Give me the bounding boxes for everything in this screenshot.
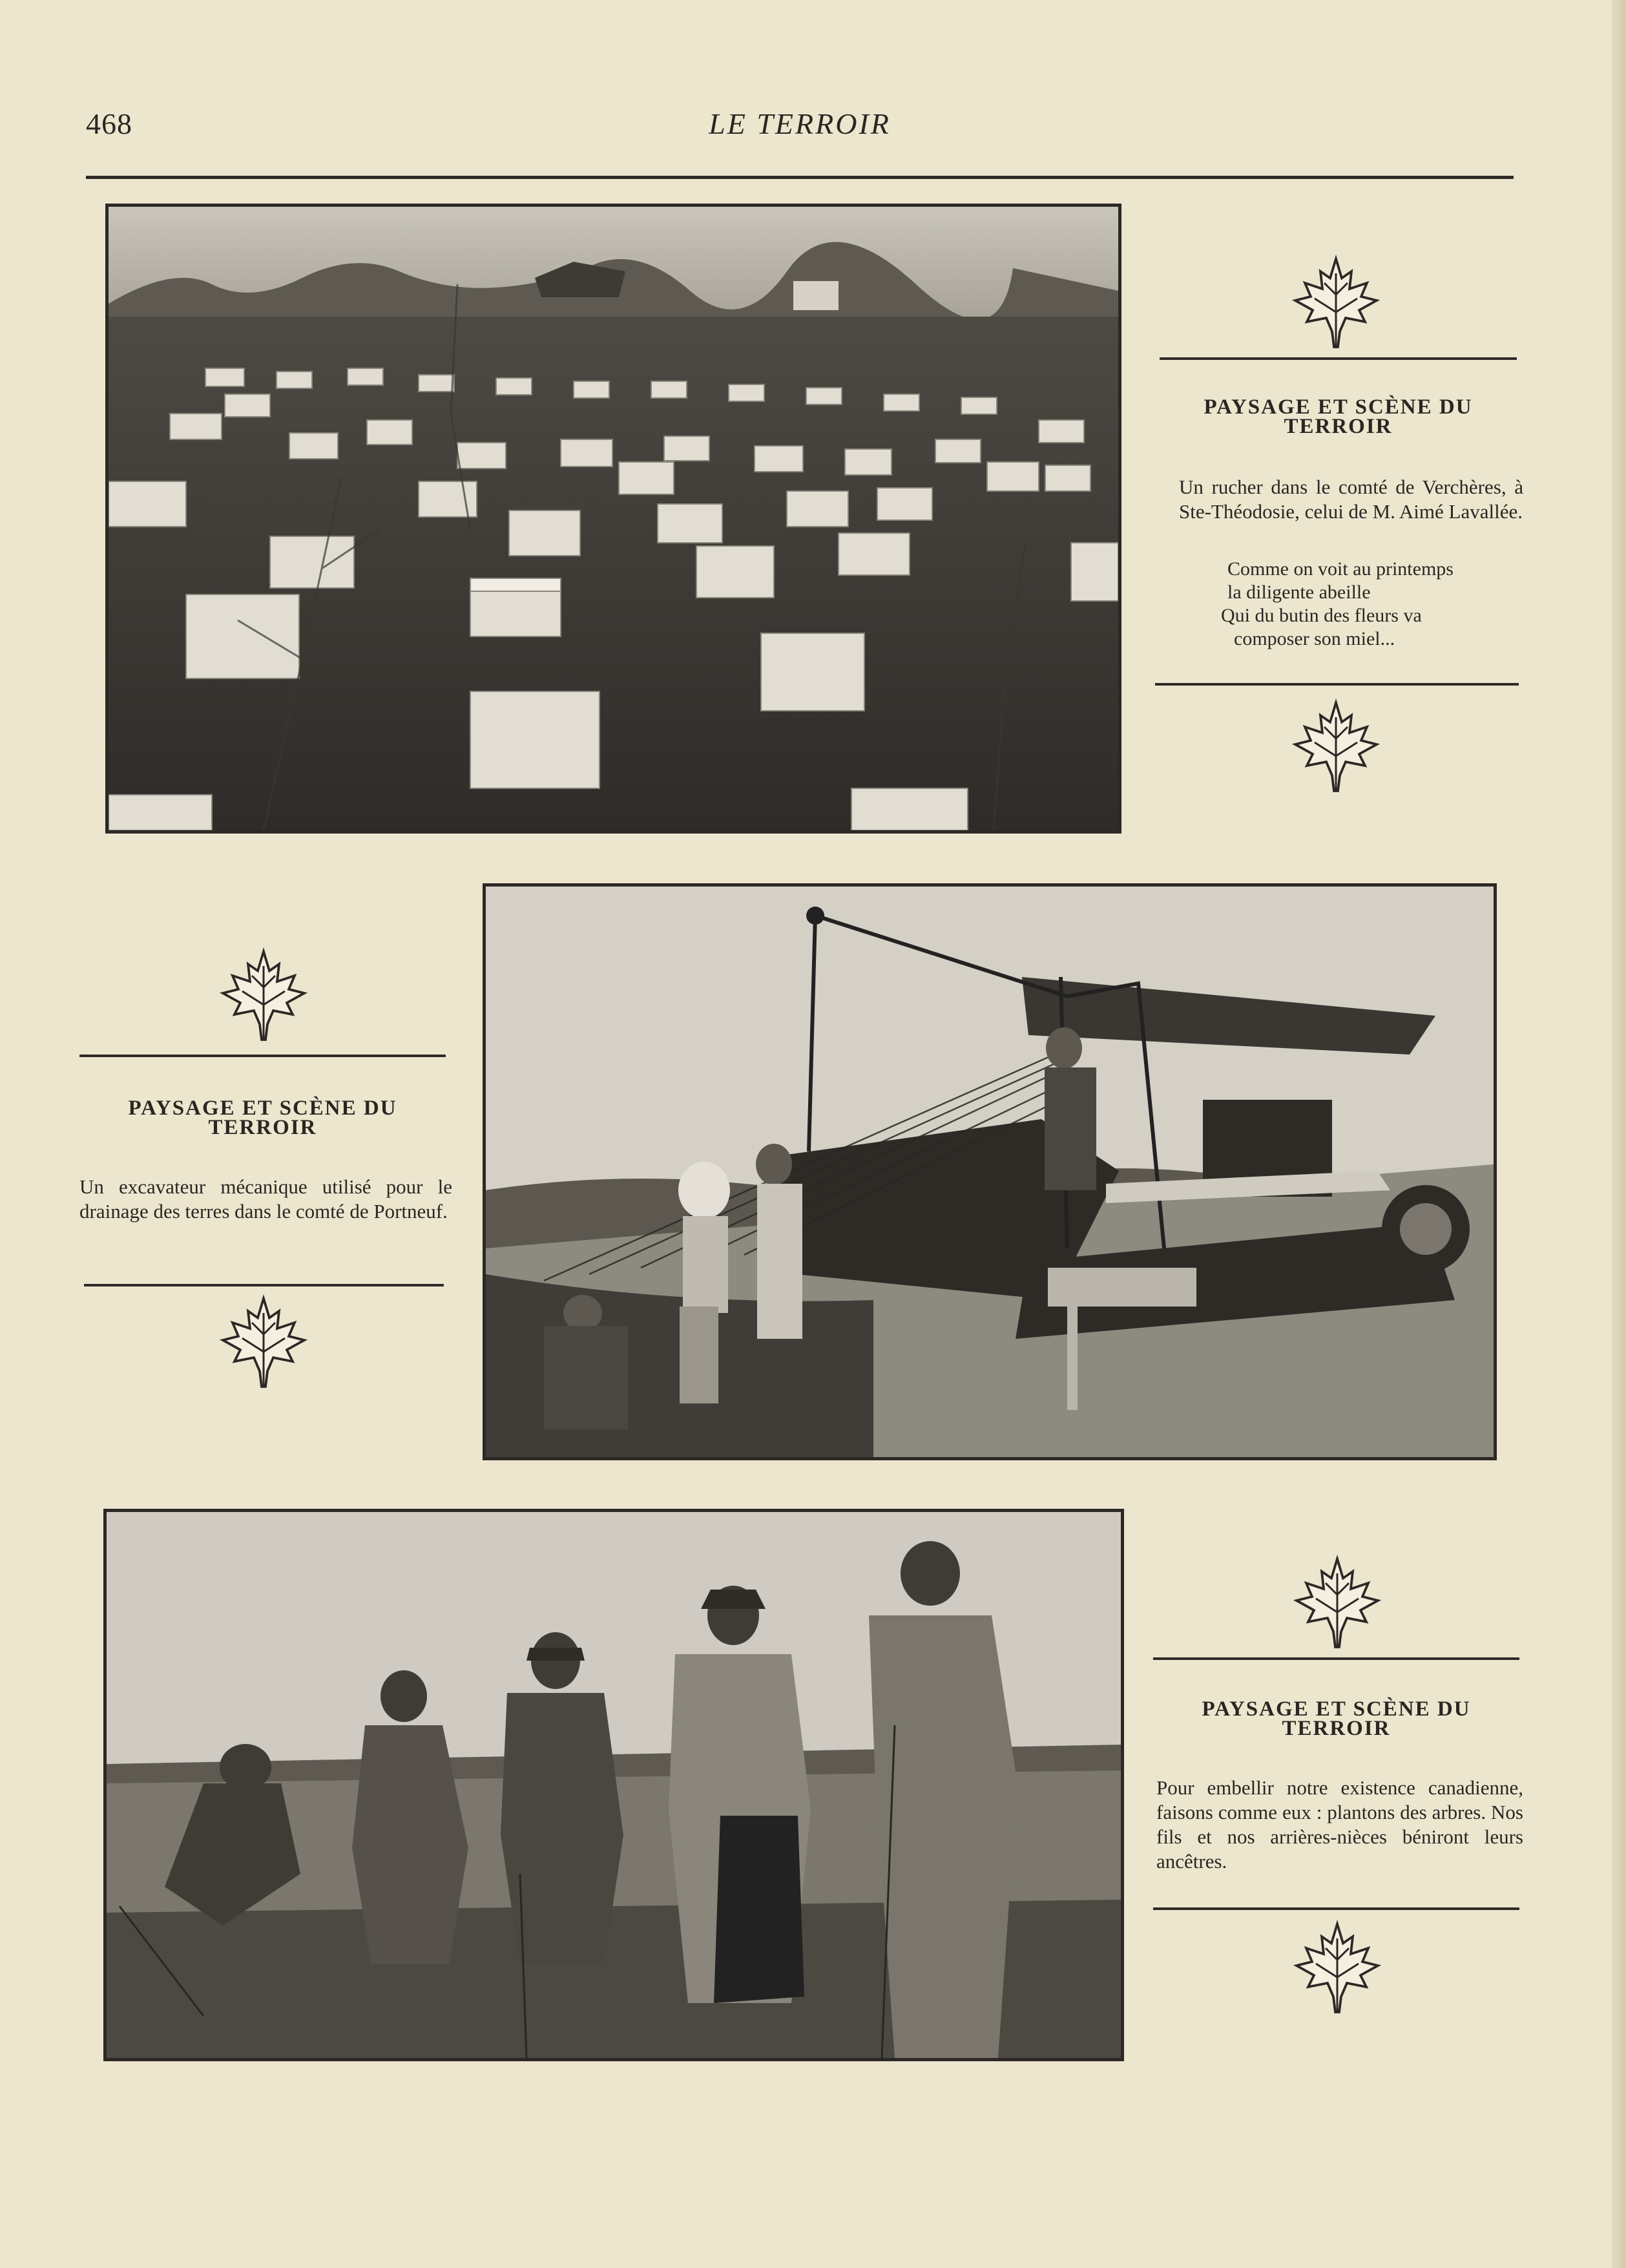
caption-title	[1153, 1699, 1519, 1738]
header-rule	[86, 176, 1514, 179]
caption-title-line: TERROIR	[1284, 415, 1393, 438]
caption-rule-top	[1160, 357, 1517, 360]
caption-title-line: TERROIR	[208, 1116, 317, 1139]
maple-leaf-icon	[1289, 1919, 1386, 2016]
caption-text: Pour embellir notre existence canadienne, faisons comme eux : plantons des arbres. Nos fils et nos arrières-nièces béniront leurs ancêtres.	[1156, 1776, 1523, 1873]
caption-rule-top	[79, 1055, 446, 1057]
caption-text: Un excavateur mécanique utilisé pour le drainage des terres dans le comté de Portneuf.	[79, 1175, 452, 1223]
caption-text: Un rucher dans le comté de Verchères, à Ste-Théodosie, celui de M. Aimé Lavallée.	[1179, 476, 1523, 523]
maple-leaf-icon	[215, 1294, 312, 1391]
running-title: LE TERROIR	[709, 107, 891, 140]
verse-line: composer son miel...	[1234, 628, 1395, 649]
verse-line: Comme on voit au printemps	[1227, 558, 1454, 580]
page-number: 468	[86, 107, 132, 140]
caption-title	[79, 1098, 446, 1137]
caption-title-line: TERROIR	[1282, 1717, 1391, 1740]
page-header	[86, 107, 1514, 152]
caption-rule-bottom	[1155, 683, 1519, 686]
maple-leaf-icon	[1289, 1554, 1386, 1651]
caption-title	[1160, 397, 1517, 436]
caption-rule-bottom	[84, 1284, 444, 1286]
caption-title-line: PAYSAGE ET SCÈNE DU	[128, 1097, 397, 1120]
maple-leaf-icon	[1287, 254, 1384, 351]
caption-title-line: PAYSAGE ET SCÈNE DU	[1202, 1697, 1471, 1721]
verse-line: Qui du butin des fleurs va	[1221, 605, 1422, 626]
page-edge	[1612, 0, 1626, 2268]
photo-apiary	[105, 204, 1121, 834]
caption-rule-top	[1153, 1657, 1519, 1660]
maple-leaf-icon	[1287, 698, 1384, 795]
photo-tree-planting	[103, 1509, 1124, 2061]
caption-verse	[1214, 558, 1523, 651]
caption-rule-bottom	[1153, 1907, 1519, 1910]
caption-title-line: PAYSAGE ET SCÈNE DU	[1204, 395, 1473, 419]
maple-leaf-icon	[215, 947, 312, 1044]
photo-excavator	[483, 883, 1497, 1460]
verse-line: la diligente abeille	[1227, 582, 1371, 603]
